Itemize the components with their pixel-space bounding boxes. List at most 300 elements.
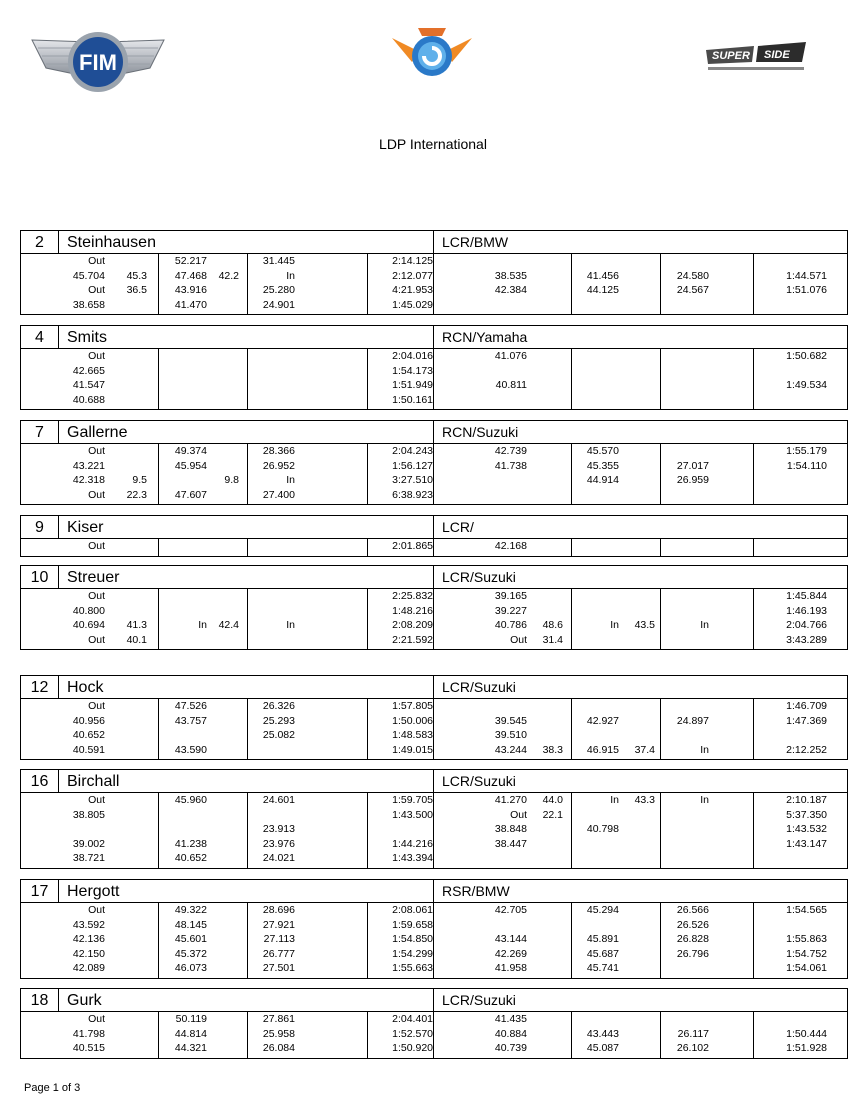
- lap-row: [21, 714, 847, 729]
- lap-row: [21, 539, 847, 554]
- rider-header: [21, 326, 847, 349]
- lap-row: [21, 364, 847, 379]
- lap-cell: 38.658: [72, 298, 105, 311]
- lap-cell: 2:12.077: [392, 269, 433, 282]
- lap-cell: 26.796: [676, 947, 709, 960]
- rider-header: [21, 516, 847, 539]
- rider-team: LCR/Suzuki: [433, 566, 848, 588]
- lap-row: [21, 589, 847, 604]
- lap-table: [21, 589, 847, 649]
- lap-cell: 9.5: [132, 474, 147, 487]
- lap-cell: 40.652: [174, 852, 207, 865]
- lap-cell: 1:48.216: [392, 604, 433, 617]
- lap-cell: 26.566: [676, 904, 709, 916]
- lap-cell: 1:43.394: [392, 852, 433, 865]
- lap-row: [21, 393, 847, 408]
- lap-cell: 1:52.570: [392, 1027, 433, 1040]
- lap-cell: 1:49.015: [392, 743, 433, 756]
- rider-number: 4: [21, 326, 59, 348]
- lap-cell: 25.082: [262, 729, 295, 742]
- lap-row: [21, 488, 847, 503]
- lap-cell: 40.652: [72, 729, 105, 742]
- lap-cell: 45.891: [586, 933, 619, 946]
- lap-cell: 1:51.949: [392, 379, 433, 392]
- lap-cell: 2:01.865: [392, 540, 433, 552]
- page-footer: Page 1 of 3: [24, 1082, 81, 1094]
- lap-cell: 1:49.534: [786, 379, 827, 392]
- lap-cell: 1:43.532: [786, 823, 827, 836]
- lap-cell: 39.227: [494, 604, 527, 617]
- lap-cell: 1:59.658: [392, 918, 433, 931]
- lap-cell: 1:55.663: [392, 962, 433, 975]
- lap-cell: 5:37.350: [786, 808, 827, 821]
- lap-cell: 22.1: [542, 808, 563, 821]
- lap-cell: 38.805: [72, 808, 105, 821]
- lap-row: [21, 728, 847, 743]
- rider-number: 7: [21, 421, 59, 443]
- lap-cell: 2:08.061: [392, 904, 433, 916]
- lap-cell: 24.901: [262, 298, 295, 311]
- lap-cell: 45.570: [586, 445, 619, 457]
- lap-cell: 24.567: [676, 284, 709, 297]
- lap-cell: 41.076: [494, 350, 527, 362]
- lap-cell: 43.5: [634, 619, 655, 632]
- rider-header: [21, 676, 847, 699]
- lap-cell: 24.021: [262, 852, 295, 865]
- lap-cell: In: [700, 619, 709, 632]
- lap-cell: In: [610, 794, 619, 806]
- lap-cell: 1:54.110: [786, 459, 827, 472]
- lap-cell: 38.535: [494, 269, 527, 282]
- lap-cell: Out: [88, 904, 105, 916]
- lap-cell: In: [286, 619, 295, 632]
- lap-cell: 23.976: [262, 837, 295, 850]
- lap-cell: 45.741: [586, 962, 619, 975]
- lap-cell: In: [198, 619, 207, 632]
- lap-row: [21, 298, 847, 313]
- lap-cell: 48.145: [174, 918, 207, 931]
- svg-text:SIDE: SIDE: [764, 49, 790, 61]
- lap-cell: 1:46.193: [786, 604, 827, 617]
- lap-row: [21, 699, 847, 714]
- lap-cell: 45.355: [586, 459, 619, 472]
- lap-cell: 46.915: [586, 743, 619, 756]
- rider-name: Streuer: [67, 569, 120, 586]
- rider-team: LCR/Suzuki: [433, 770, 848, 792]
- lap-cell: 44.321: [174, 1042, 207, 1055]
- rider-block: [20, 675, 848, 760]
- lap-cell: 47.607: [174, 488, 207, 501]
- rider-team: LCR/Suzuki: [433, 989, 848, 1011]
- lap-cell: 42.384: [494, 284, 527, 297]
- lap-cell: Out: [88, 284, 105, 297]
- lap-row: [21, 793, 847, 808]
- lap-cell: 40.515: [72, 1042, 105, 1055]
- lap-cell: 27.861: [262, 1013, 295, 1025]
- lap-cell: 39.165: [494, 590, 527, 602]
- lap-cell: 27.017: [676, 459, 709, 472]
- lap-cell: In: [286, 474, 295, 487]
- lap-cell: 40.688: [72, 393, 105, 406]
- lap-cell: 45.954: [174, 459, 207, 472]
- rider-number: 17: [21, 880, 59, 902]
- lap-cell: 1:50.006: [392, 714, 433, 727]
- lap-row: [21, 349, 847, 364]
- lap-cell: 22.3: [126, 488, 147, 501]
- lap-cell: 1:46.709: [786, 700, 827, 712]
- lap-cell: 45.704: [72, 269, 105, 282]
- lap-cell: 45.960: [174, 794, 207, 806]
- lap-cell: 1:43.147: [786, 837, 827, 850]
- lap-cell: 26.828: [676, 933, 709, 946]
- lap-cell: 1:50.444: [786, 1027, 827, 1040]
- lap-cell: 45.687: [586, 947, 619, 960]
- rider-block: [20, 420, 848, 505]
- lap-table: [21, 1012, 847, 1058]
- lap-cell: 4:21.953: [392, 284, 433, 297]
- lap-row: [21, 459, 847, 474]
- rider-name: Kiser: [67, 519, 104, 536]
- lap-cell: 45.294: [586, 904, 619, 916]
- lap-cell: 1:45.844: [786, 590, 827, 602]
- lap-cell: Out: [88, 700, 105, 712]
- lap-cell: 3:27.510: [392, 474, 433, 487]
- lap-cell: 1:54.299: [392, 947, 433, 960]
- rider-name: Hock: [67, 679, 104, 696]
- lap-cell: 40.694: [72, 619, 105, 632]
- lap-cell: 47.468: [174, 269, 207, 282]
- lap-cell: 45.601: [174, 933, 207, 946]
- lap-cell: 41.798: [72, 1027, 105, 1040]
- lap-cell: Out: [88, 633, 105, 646]
- ldp-racing-logo: [390, 18, 474, 90]
- lap-cell: 41.456: [586, 269, 619, 282]
- lap-cell: 2:04.401: [392, 1013, 433, 1025]
- lap-cell: 26.117: [677, 1027, 709, 1040]
- lap-cell: 41.738: [494, 459, 527, 472]
- lap-cell: Out: [88, 540, 105, 552]
- rider-header: [21, 880, 847, 903]
- lap-cell: 41.270: [494, 794, 527, 806]
- lap-row: [21, 1027, 847, 1042]
- lap-cell: 44.125: [586, 284, 619, 297]
- rider-number: 9: [21, 516, 59, 538]
- lap-cell: 42.136: [72, 933, 105, 946]
- lap-cell: 31.445: [262, 255, 295, 267]
- lap-cell: 41.3: [126, 619, 147, 632]
- lap-cell: 1:56.127: [392, 459, 433, 472]
- rider-block: [20, 325, 848, 410]
- rider-name: Smits: [67, 329, 107, 346]
- lap-cell: 40.811: [495, 379, 527, 392]
- lap-cell: 38.447: [494, 837, 527, 850]
- lap-cell: 1:47.369: [786, 714, 827, 727]
- lap-cell: 1:43.500: [392, 808, 433, 821]
- lap-row: [21, 378, 847, 393]
- lap-cell: 43.916: [174, 284, 207, 297]
- lap-cell: 39.545: [494, 714, 527, 727]
- lap-cell: 1:45.029: [392, 298, 433, 311]
- lap-cell: 2:21.592: [392, 633, 433, 646]
- lap-cell: 41.547: [72, 379, 105, 392]
- lap-table: [21, 539, 847, 556]
- lap-cell: 42.318: [72, 474, 105, 487]
- lap-cell: 49.374: [174, 445, 207, 457]
- lap-cell: 25.958: [262, 1027, 295, 1040]
- rider-name: Gurk: [67, 992, 102, 1009]
- lap-cell: 2:25.832: [392, 590, 433, 602]
- lap-cell: 1:50.161: [392, 393, 433, 406]
- lap-cell: 24.601: [262, 794, 295, 806]
- lap-row: [21, 618, 847, 633]
- lap-cell: 43.221: [72, 459, 105, 472]
- lap-cell: 39.510: [494, 729, 527, 742]
- lap-cell: 26.959: [676, 474, 709, 487]
- lap-cell: 41.470: [174, 298, 207, 311]
- lap-cell: 43.244: [494, 743, 527, 756]
- lap-cell: 9.8: [224, 474, 239, 487]
- rider-number: 18: [21, 989, 59, 1011]
- lap-cell: 40.591: [72, 743, 105, 756]
- lap-cell: 1:54.173: [392, 364, 433, 377]
- lap-cell: 41.958: [494, 962, 527, 975]
- lap-row: [21, 822, 847, 837]
- lap-cell: Out: [88, 1013, 105, 1025]
- lap-cell: 27.113: [263, 933, 295, 946]
- lap-cell: 41.238: [174, 837, 207, 850]
- lap-cell: 44.814: [174, 1027, 207, 1040]
- superside-logo: [704, 40, 808, 80]
- lap-row: [21, 808, 847, 823]
- lap-cell: 42.168: [494, 540, 527, 552]
- rider-number: 10: [21, 566, 59, 588]
- lap-cell: 24.580: [676, 269, 709, 282]
- lap-table: [21, 699, 847, 759]
- lap-row: [21, 254, 847, 269]
- rider-block: [20, 230, 848, 315]
- lap-table: [21, 444, 847, 504]
- lap-cell: Out: [88, 255, 105, 267]
- lap-cell: 46.073: [174, 962, 207, 975]
- rider-team: RCN/Suzuki: [433, 421, 848, 443]
- rider-block: [20, 988, 848, 1059]
- lap-cell: 26.084: [262, 1042, 295, 1055]
- lap-row: [21, 903, 847, 918]
- lap-cell: 40.739: [494, 1042, 527, 1055]
- lap-row: [21, 743, 847, 758]
- lap-cell: 43.3: [634, 794, 655, 806]
- rider-block: [20, 879, 848, 979]
- rider-name: Gallerne: [67, 424, 128, 441]
- lap-cell: 31.4: [542, 633, 563, 646]
- lap-cell: Out: [510, 808, 527, 821]
- lap-cell: 26.326: [262, 700, 295, 712]
- lap-cell: 43.590: [174, 743, 207, 756]
- lap-cell: 42.927: [586, 714, 619, 727]
- lap-cell: Out: [88, 590, 105, 602]
- lap-cell: 42.089: [72, 962, 105, 975]
- lap-cell: 42.4: [218, 619, 239, 632]
- rider-block: [20, 769, 848, 869]
- lap-cell: In: [700, 794, 709, 806]
- lap-cell: 27.501: [262, 962, 295, 975]
- lap-cell: 2:04.766: [786, 619, 827, 632]
- lap-cell: 45.372: [174, 947, 207, 960]
- rider-number: 2: [21, 231, 59, 253]
- lap-cell: 40.1: [126, 633, 147, 646]
- lap-cell: 45.3: [126, 269, 147, 282]
- lap-cell: 24.897: [676, 714, 709, 727]
- lap-cell: 1:57.805: [392, 700, 433, 712]
- lap-cell: 40.800: [72, 604, 105, 617]
- lap-cell: 2:12.252: [786, 743, 827, 756]
- lap-cell: 42.2: [218, 269, 239, 282]
- lap-cell: 42.269: [494, 947, 527, 960]
- lap-row: [21, 283, 847, 298]
- rider-header: [21, 231, 847, 254]
- lap-cell: 1:44.216: [392, 837, 433, 850]
- lap-row: [21, 851, 847, 866]
- lap-cell: Out: [88, 794, 105, 806]
- lap-row: [21, 444, 847, 459]
- lap-cell: 52.217: [174, 255, 207, 267]
- lap-cell: 45.087: [586, 1042, 619, 1055]
- lap-cell: 38.848: [494, 823, 527, 836]
- rider-block: [20, 565, 848, 650]
- lap-cell: 2:08.209: [392, 619, 433, 632]
- lap-cell: 26.526: [676, 918, 709, 931]
- rider-name: Steinhausen: [67, 234, 156, 251]
- lap-row: [21, 1012, 847, 1027]
- lap-cell: 40.884: [494, 1027, 527, 1040]
- lap-cell: 43.443: [586, 1027, 619, 1040]
- lap-cell: 2:04.016: [392, 350, 433, 362]
- lap-cell: 28.696: [262, 904, 295, 916]
- rider-number: 12: [21, 676, 59, 698]
- lap-cell: 1:48.583: [392, 729, 433, 742]
- lap-cell: 26.777: [262, 947, 295, 960]
- lap-cell: 39.002: [72, 837, 105, 850]
- lap-cell: 43.757: [174, 714, 207, 727]
- lap-cell: 41.435: [494, 1013, 527, 1025]
- rider-number: 16: [21, 770, 59, 792]
- lap-row: [21, 932, 847, 947]
- rider-team: LCR/Suzuki: [433, 676, 848, 698]
- lap-cell: 2:04.243: [392, 445, 433, 457]
- rider-header: [21, 770, 847, 793]
- lap-cell: 26.102: [676, 1042, 709, 1055]
- lap-table: [21, 903, 847, 978]
- lap-cell: 1:50.920: [392, 1042, 433, 1055]
- lap-table: [21, 793, 847, 868]
- lap-cell: 40.956: [72, 714, 105, 727]
- lap-row: [21, 473, 847, 488]
- lap-cell: 3:43.289: [786, 633, 827, 646]
- lap-cell: 1:51.928: [786, 1042, 827, 1055]
- lap-row: [21, 633, 847, 648]
- svg-text:SUPER: SUPER: [712, 50, 750, 62]
- lap-cell: 27.400: [262, 488, 295, 501]
- lap-cell: 1:54.565: [786, 904, 827, 916]
- lap-cell: 25.293: [262, 714, 295, 727]
- rider-team: RCN/Yamaha: [433, 326, 848, 348]
- svg-text:FIM: FIM: [79, 50, 117, 75]
- rider-block: [20, 515, 848, 557]
- lap-cell: Out: [88, 488, 105, 501]
- rider-name: Birchall: [67, 773, 120, 790]
- rider-header: [21, 989, 847, 1012]
- lap-cell: Out: [510, 633, 527, 646]
- lap-cell: 1:50.682: [786, 350, 827, 362]
- lap-cell: 25.280: [262, 284, 295, 297]
- lap-row: [21, 961, 847, 976]
- lap-row: [21, 947, 847, 962]
- document-title: LDP International: [379, 136, 487, 152]
- lap-cell: 43.592: [72, 918, 105, 931]
- lap-cell: 49.322: [174, 904, 207, 916]
- lap-cell: 44.0: [542, 794, 563, 806]
- lap-cell: 47.526: [174, 700, 207, 712]
- lap-cell: 48.6: [542, 619, 563, 632]
- rider-header: [21, 421, 847, 444]
- lap-row: [21, 918, 847, 933]
- lap-row: [21, 837, 847, 852]
- lap-cell: 1:51.076: [786, 284, 827, 297]
- lap-row: [21, 1041, 847, 1056]
- lap-cell: 43.144: [494, 933, 527, 946]
- lap-cell: 37.4: [634, 743, 655, 756]
- lap-cell: 44.914: [586, 474, 619, 487]
- lap-table: [21, 349, 847, 409]
- lap-row: [21, 269, 847, 284]
- rider-name: Hergott: [67, 883, 120, 900]
- lap-row: [21, 604, 847, 619]
- lap-cell: In: [286, 269, 295, 282]
- lap-cell: 27.921: [262, 918, 295, 931]
- lap-cell: 42.665: [72, 364, 105, 377]
- lap-cell: In: [700, 743, 709, 756]
- fim-logo: [28, 28, 168, 98]
- lap-cell: 50.119: [175, 1013, 207, 1025]
- rider-team: RSR/BMW: [433, 880, 848, 902]
- lap-cell: 1:55.863: [786, 933, 827, 946]
- lap-cell: 42.150: [72, 947, 105, 960]
- rider-team: LCR/BMW: [433, 231, 848, 253]
- lap-cell: 1:54.061: [786, 962, 827, 975]
- lap-cell: 42.705: [494, 904, 527, 916]
- lap-cell: 42.739: [494, 445, 527, 457]
- lap-cell: 1:44.571: [786, 269, 827, 282]
- lap-cell: 1:54.752: [786, 947, 827, 960]
- lap-cell: 40.798: [586, 823, 619, 836]
- lap-cell: 26.952: [262, 459, 295, 472]
- lap-table: [21, 254, 847, 314]
- lap-cell: Out: [88, 445, 105, 457]
- lap-cell: Out: [88, 350, 105, 362]
- lap-cell: 38.3: [542, 743, 563, 756]
- rider-header: [21, 566, 847, 589]
- lap-cell: 1:54.850: [392, 933, 433, 946]
- lap-cell: 1:59.705: [392, 794, 433, 806]
- lap-cell: 2:14.125: [392, 255, 433, 267]
- lap-cell: 40.786: [494, 619, 527, 632]
- rider-team: LCR/: [433, 516, 848, 538]
- lap-cell: 28.366: [262, 445, 295, 457]
- lap-cell: 38.721: [72, 852, 105, 865]
- lap-cell: 2:10.187: [786, 794, 827, 806]
- lap-cell: 36.5: [126, 284, 147, 297]
- lap-cell: 6:38.923: [392, 488, 433, 501]
